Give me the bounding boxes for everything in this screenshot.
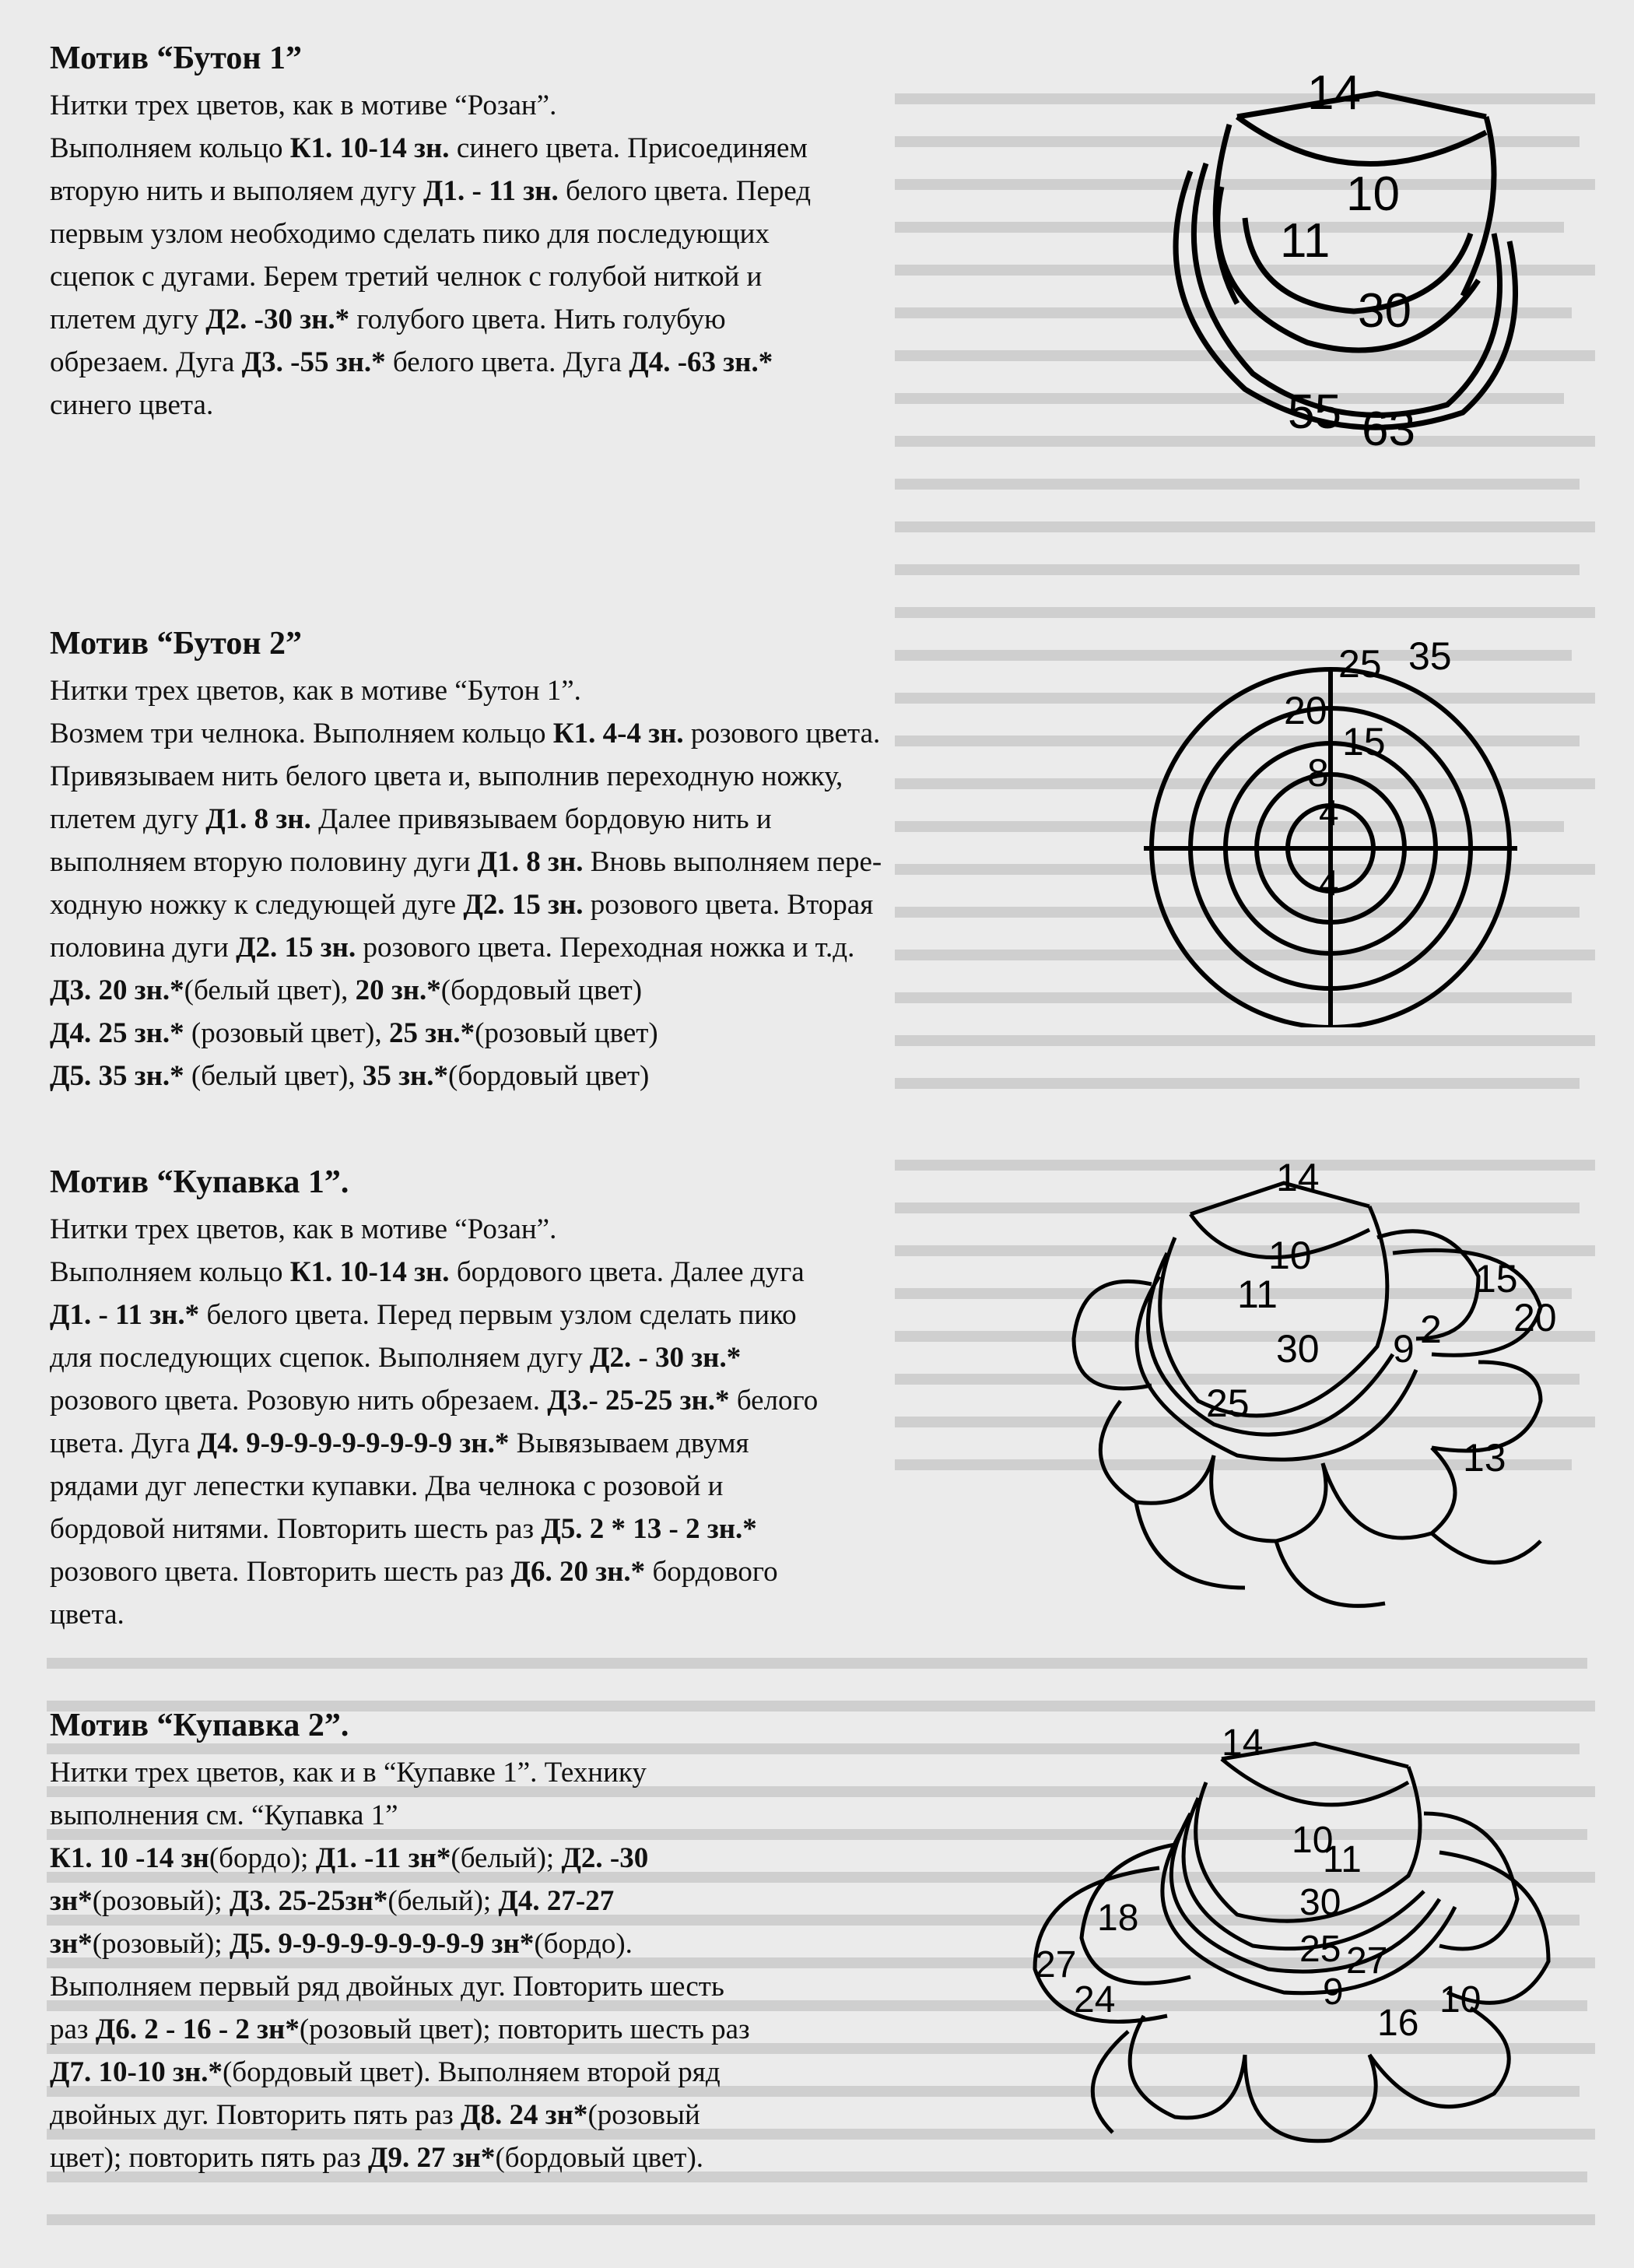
text-run: розового цвета. Вторая bbox=[583, 889, 874, 921]
text-line bbox=[50, 170, 1124, 212]
bold-spec: Д5. 2 * 13 - 2 зн.* bbox=[541, 1513, 757, 1545]
bold-spec: Д2. 15 зн. bbox=[236, 932, 356, 964]
text-run: белого цвета. Перед первым узлом сделать пико bbox=[199, 1299, 797, 1331]
text-run: плетем дугу bbox=[50, 304, 206, 335]
text-run: (бордовый цвет). Выполняем второй ряд bbox=[222, 2056, 721, 2088]
text-line bbox=[50, 1593, 1124, 1636]
text-line bbox=[50, 127, 1124, 170]
text-line bbox=[50, 84, 1124, 127]
bold-spec: Д1. - 11 зн. bbox=[423, 175, 559, 207]
text-run: (бордо). bbox=[534, 1928, 633, 1960]
bold-spec: Д1. 8 зн. bbox=[477, 846, 584, 878]
bold-spec: Д4. 25 зн.* bbox=[50, 1017, 184, 1049]
text-run: для последующих сцепок. Выполняем дугу bbox=[50, 1342, 591, 1374]
bold-spec: Д7. 10-10 зн.* bbox=[50, 2056, 223, 2088]
text-line bbox=[50, 255, 1124, 298]
text-run: (белый); bbox=[451, 1842, 562, 1874]
text-run: розового цвета. Розовую нить обрезаем. bbox=[50, 1385, 548, 1417]
text-run: розового цвета. bbox=[683, 718, 881, 750]
diagram-kupavka-1 bbox=[1043, 1152, 1603, 1634]
text-run: двойных дуг. Повторить пять раз bbox=[50, 2099, 461, 2131]
text-line bbox=[50, 1251, 1124, 1294]
label-buton2-15: 15 bbox=[1342, 720, 1386, 764]
text-run: бордовой нитями. Повторить шесть раз bbox=[50, 1513, 542, 1545]
label-kupavka2-27-left: 27 bbox=[1035, 1944, 1077, 1985]
text-line bbox=[50, 712, 1124, 755]
bold-spec: Д2. 15 зн. bbox=[463, 889, 584, 921]
text-run: Вновь выполняем пере- bbox=[583, 846, 882, 878]
label-buton2-35: 35 bbox=[1408, 634, 1452, 678]
label-buton1-63: 63 bbox=[1362, 402, 1415, 451]
text-run: (розовый bbox=[587, 2099, 700, 2131]
text-run: Нитки трех цветов, как и в “Купавке 1”. Технику bbox=[50, 1757, 647, 1789]
text-line bbox=[50, 1012, 1124, 1055]
label-kupavka2-16: 16 bbox=[1377, 2003, 1419, 2044]
section-body bbox=[50, 1751, 1124, 2179]
label-buton2-4-bottom: 4 bbox=[1319, 862, 1339, 903]
text-line bbox=[50, 1465, 1124, 1508]
text-run: Выполняем кольцо bbox=[50, 132, 290, 164]
text-line bbox=[50, 341, 1124, 384]
section-kupavka-2 bbox=[50, 1705, 1124, 2179]
text-run: плетем дугу bbox=[50, 803, 206, 835]
label-kupavka2-9: 9 bbox=[1323, 1971, 1344, 2013]
text-run: Нитки трех цветов, как в мотиве “Бутон 1”. bbox=[50, 675, 581, 707]
label-buton2-20: 20 bbox=[1284, 689, 1327, 732]
text-line bbox=[50, 755, 1124, 798]
text-line bbox=[50, 2051, 1124, 2094]
label-kupavka2-27-center: 27 bbox=[1346, 1940, 1388, 1982]
text-run: цвет); повторить пять раз bbox=[50, 2142, 369, 2174]
text-line bbox=[50, 1965, 1124, 2008]
bold-spec: Д4. 9-9-9-9-9-9-9-9-9 зн.* bbox=[197, 1427, 510, 1459]
text-run: выполнения см. “Купавка 1” bbox=[50, 1799, 398, 1831]
text-line bbox=[50, 298, 1124, 341]
label-buton1-10: 10 bbox=[1346, 167, 1400, 221]
text-run: (бордо); bbox=[209, 1842, 316, 1874]
bold-spec: Д1. - 11 зн.* bbox=[50, 1299, 200, 1331]
text-run: рядами дуг лепестки купавки. Два челнока с розовой и bbox=[50, 1470, 724, 1502]
text-line bbox=[50, 1422, 1124, 1465]
bold-spec: Д2. - 30 зн.* bbox=[590, 1342, 742, 1374]
text-line bbox=[50, 669, 1124, 712]
text-line bbox=[50, 1751, 1124, 1794]
label-kupavka1-15: 15 bbox=[1474, 1257, 1518, 1301]
text-run: синего цвета. Присоединяем bbox=[449, 132, 808, 164]
section-title: Мотив “Купавка 2”. bbox=[50, 1708, 349, 1743]
label-kupavka2-18: 18 bbox=[1097, 1898, 1139, 1939]
text-line bbox=[50, 384, 1124, 427]
text-run: бордового цвета. Далее дуга bbox=[449, 1256, 805, 1288]
text-line bbox=[50, 212, 1124, 255]
text-line bbox=[50, 1379, 1124, 1422]
text-run: Далее привязываем бордовую нить и bbox=[310, 803, 772, 835]
bold-spec: Д5. 9-9-9-9-9-9-9-9-9 зн* bbox=[229, 1928, 535, 1960]
bold-spec: Д2. -30 зн.* bbox=[205, 304, 350, 335]
label-kupavka2-11: 11 bbox=[1323, 1839, 1362, 1880]
label-kupavka1-2: 2 bbox=[1420, 1308, 1442, 1351]
label-kupavka2-24: 24 bbox=[1074, 1979, 1116, 2020]
bold-spec: Д3. 25-25зн* bbox=[229, 1885, 388, 1917]
text-run: (белый цвет), bbox=[184, 974, 356, 1006]
text-line bbox=[50, 1508, 1124, 1550]
text-line bbox=[50, 2094, 1124, 2136]
bold-spec: Д4. -63 зн.* bbox=[629, 346, 773, 378]
bold-spec: 25 зн.* bbox=[388, 1017, 475, 1049]
text-run: (розовый цвет), bbox=[184, 1017, 389, 1049]
bold-spec: 20 зн.* bbox=[355, 974, 441, 1006]
bold-spec: Д1. 8 зн. bbox=[205, 803, 311, 835]
bold-spec: Д2. -30 bbox=[561, 1842, 649, 1874]
text-line bbox=[50, 1550, 1124, 1593]
label-buton2-4-top: 4 bbox=[1319, 792, 1339, 833]
text-run: вторую нить и выполяем дугу bbox=[50, 175, 424, 207]
bold-spec: К1. 4-4 зн. bbox=[552, 718, 684, 750]
text-run: Выполняем кольцо bbox=[50, 1256, 290, 1288]
text-run: (розовый цвет); повторить шесть раз bbox=[299, 2013, 750, 2045]
label-kupavka2-25: 25 bbox=[1299, 1929, 1341, 1970]
text-line bbox=[50, 883, 1124, 926]
bold-spec: Д3.- 25-25 зн.* bbox=[547, 1385, 730, 1417]
label-kupavka1-13: 13 bbox=[1463, 1436, 1506, 1480]
label-kupavka2-30: 30 bbox=[1299, 1882, 1341, 1923]
text-run: ходную ножку к следующей дуге bbox=[50, 889, 464, 921]
text-run: Нитки трех цветов, как в мотиве “Розан”. bbox=[50, 90, 557, 121]
label-kupavka1-9: 9 bbox=[1393, 1327, 1415, 1371]
label-kupavka1-25: 25 bbox=[1206, 1382, 1250, 1425]
text-line bbox=[50, 798, 1124, 841]
diagram-kupavka-2 bbox=[988, 1712, 1611, 2164]
label-kupavka2-10: 10 bbox=[1292, 1820, 1334, 1861]
text-run: (бордовый цвет). bbox=[495, 2142, 704, 2174]
bold-spec: Д8. 24 зн* bbox=[461, 2099, 588, 2131]
text-run: белого bbox=[729, 1385, 819, 1417]
diagram-buton-2 bbox=[1120, 623, 1603, 1027]
text-run: половина дуги bbox=[50, 932, 237, 964]
text-run: Выполняем первый ряд двойных дуг. Повторить шесть bbox=[50, 1971, 724, 2003]
text-line bbox=[50, 1336, 1124, 1379]
label-kupavka2-10-right: 10 bbox=[1439, 1979, 1481, 2020]
text-run: выполняем вторую половину дуги bbox=[50, 846, 478, 878]
section-buton-2 bbox=[50, 623, 1124, 1097]
text-line bbox=[50, 1922, 1124, 1965]
section-body bbox=[50, 669, 1124, 1097]
text-run: (бордовый цвет) bbox=[440, 974, 643, 1006]
section-title: Мотив “Бутон 1” bbox=[50, 40, 303, 76]
text-run: Привязываем нить белого цвета и, выполнив переходную ножку, bbox=[50, 760, 843, 792]
text-run: розового цвета. Повторить шесть раз bbox=[50, 1556, 511, 1588]
bold-spec: Д4. 27-27 bbox=[498, 1885, 615, 1917]
text-run: (белый цвет), bbox=[184, 1060, 363, 1092]
text-run: белого цвета. Дуга bbox=[385, 346, 629, 378]
text-run: обрезаем. Дуга bbox=[50, 346, 242, 378]
text-run: белого цвета. Перед bbox=[558, 175, 812, 207]
label-buton2-8: 8 bbox=[1307, 751, 1329, 795]
bold-spec: зн* bbox=[50, 1928, 93, 1960]
text-line bbox=[50, 1208, 1124, 1251]
text-run: первым узлом необходимо сделать пико для последующих bbox=[50, 218, 770, 250]
text-run: цвета. Дуга bbox=[50, 1427, 198, 1459]
bold-spec: Д9. 27 зн* bbox=[368, 2142, 496, 2174]
bold-spec: Д1. -11 зн* bbox=[315, 1842, 451, 1874]
text-line bbox=[50, 841, 1124, 883]
label-kupavka2-14: 14 bbox=[1222, 1722, 1264, 1764]
text-line bbox=[50, 2136, 1124, 2179]
section-title: Мотив “Купавка 1”. bbox=[50, 1164, 349, 1200]
text-run: (бордовый цвет) bbox=[448, 1060, 650, 1092]
section-kupavka-1 bbox=[50, 1161, 1124, 1636]
section-body bbox=[50, 1208, 1124, 1636]
label-buton2-25: 25 bbox=[1338, 642, 1382, 686]
text-line bbox=[50, 969, 1124, 1012]
text-run: (розовый); bbox=[92, 1928, 230, 1960]
label-buton1-11: 11 bbox=[1280, 214, 1331, 268]
label-kupavka1-30: 30 bbox=[1276, 1327, 1320, 1371]
text-run: цвета. bbox=[50, 1599, 124, 1631]
text-run: (розовый); bbox=[92, 1885, 230, 1917]
text-run: розового цвета. Переходная ножка и т.д. bbox=[356, 932, 855, 964]
text-line bbox=[50, 1837, 1124, 1880]
text-line bbox=[50, 1880, 1124, 1922]
text-run: (розовый цвет) bbox=[475, 1017, 658, 1049]
bold-spec: Д6. 2 - 16 - 2 зн* bbox=[95, 2013, 300, 2045]
bold-spec: зн* bbox=[50, 1885, 93, 1917]
text-line bbox=[50, 2008, 1124, 2051]
text-run: Возмем три челнока. Выполняем кольцо bbox=[50, 718, 553, 750]
bold-spec: К1. 10-14 зн. bbox=[289, 132, 450, 164]
diagram-buton-1 bbox=[1120, 47, 1541, 451]
label-buton1-30: 30 bbox=[1358, 284, 1411, 338]
bold-spec: К1. 10 -14 зн bbox=[50, 1842, 209, 1874]
label-kupavka1-20: 20 bbox=[1513, 1296, 1557, 1339]
section-body bbox=[50, 84, 1124, 427]
text-line bbox=[50, 1794, 1124, 1837]
text-run: сцепок с дугами. Берем третий челнок с голубой ниткой и bbox=[50, 261, 763, 293]
text-line bbox=[50, 1294, 1124, 1336]
section-buton-1 bbox=[50, 37, 1124, 427]
bold-spec: Д3. 20 зн.* bbox=[50, 974, 184, 1006]
text-run: бордового bbox=[645, 1556, 778, 1588]
text-run: Вывязываем двумя bbox=[509, 1427, 749, 1459]
bold-spec: 35 зн.* bbox=[362, 1060, 449, 1092]
bold-spec: Д5. 35 зн.* bbox=[50, 1060, 184, 1092]
label-kupavka1-11: 11 bbox=[1237, 1273, 1278, 1316]
label-buton1-14: 14 bbox=[1307, 66, 1361, 120]
label-buton1-55: 55 bbox=[1288, 385, 1341, 439]
text-line bbox=[50, 926, 1124, 969]
bold-spec: Д6. 20 зн.* bbox=[510, 1556, 646, 1588]
text-run: Нитки трех цветов, как в мотиве “Розан”. bbox=[50, 1213, 557, 1245]
text-run: синего цвета. bbox=[50, 389, 214, 421]
text-line bbox=[50, 1055, 1124, 1097]
bold-spec: Д3. -55 зн.* bbox=[241, 346, 386, 378]
section-title: Мотив “Бутон 2” bbox=[50, 626, 303, 662]
bold-spec: К1. 10-14 зн. bbox=[289, 1256, 450, 1288]
label-kupavka1-14: 14 bbox=[1276, 1156, 1320, 1199]
text-run: (белый); bbox=[387, 1885, 499, 1917]
text-run: голубого цвета. Нить голубую bbox=[349, 304, 726, 335]
text-run: раз bbox=[50, 2013, 96, 2045]
label-kupavka1-10: 10 bbox=[1268, 1234, 1312, 1277]
